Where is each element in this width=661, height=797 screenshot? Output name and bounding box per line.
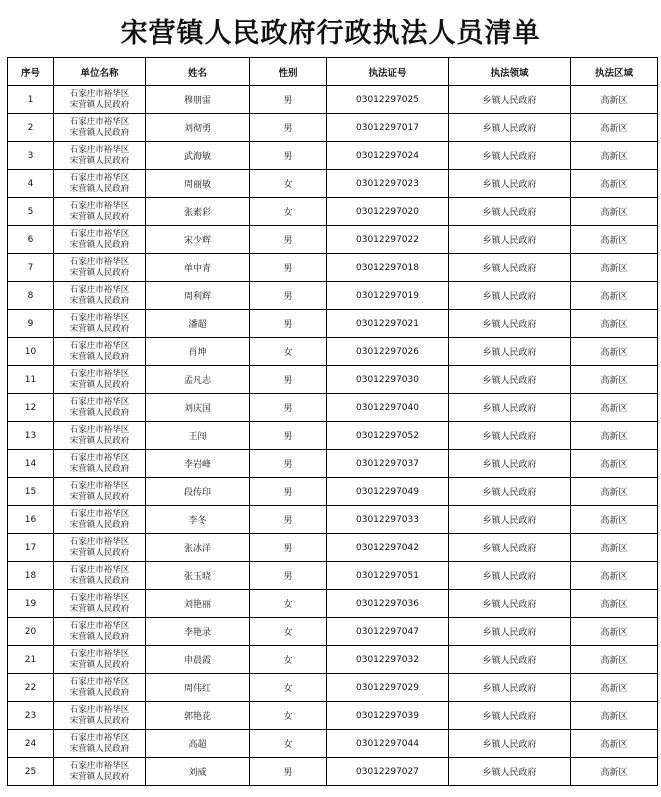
cell-gender: 男: [250, 310, 327, 338]
cell-gender: 男: [250, 86, 327, 114]
cell-cert-number: 03012297040: [327, 394, 449, 422]
cell-gender: 女: [250, 198, 327, 226]
cell-index: 15: [8, 478, 54, 506]
cell-gender: 女: [250, 702, 327, 730]
unit-line-district: 石家庄市裕华区: [69, 88, 130, 99]
cell-field: 乡镇人民政府: [449, 422, 571, 450]
table-row: [8, 730, 658, 758]
cell-unit: [54, 366, 146, 394]
table-row: [8, 142, 658, 170]
header-field: 执法领域: [449, 58, 571, 86]
cell-index: 20: [8, 618, 54, 646]
cell-name: 张玉晓: [146, 562, 250, 590]
cell-field: 乡镇人民政府: [449, 142, 571, 170]
cell-unit: [54, 394, 146, 422]
unit-line-town: 宋营镇人民政府: [69, 771, 130, 782]
table-row: [8, 366, 658, 394]
header-index: 序号: [8, 58, 54, 86]
cell-cert-number: 03012297051: [327, 562, 449, 590]
cell-area: 高新区: [571, 142, 658, 170]
cell-cert-number: 03012297049: [327, 478, 449, 506]
unit-line-town: 宋营镇人民政府: [69, 603, 130, 614]
cell-name: 刘庆国: [146, 394, 250, 422]
cell-area: 高新区: [571, 646, 658, 674]
cell-unit: [54, 758, 146, 786]
unit-line-district: 石家庄市裕华区: [69, 452, 130, 463]
cell-unit: [54, 422, 146, 450]
cell-unit: [54, 534, 146, 562]
cell-field: 乡镇人民政府: [449, 758, 571, 786]
cell-index: 13: [8, 422, 54, 450]
cell-cert-number: 03012297036: [327, 590, 449, 618]
unit-line-town: 宋营镇人民政府: [69, 491, 130, 502]
cell-field: 乡镇人民政府: [449, 562, 571, 590]
cell-name: 李艳录: [146, 618, 250, 646]
cell-cert-number: 03012297020: [327, 198, 449, 226]
table-row: [8, 114, 658, 142]
unit-line-town: 宋营镇人民政府: [69, 323, 130, 334]
cell-name: 高超: [146, 730, 250, 758]
cell-area: 高新区: [571, 226, 658, 254]
unit-line-district: 石家庄市裕华区: [69, 200, 130, 211]
table-row: [8, 590, 658, 618]
cell-cert-number: 03012297033: [327, 506, 449, 534]
cell-cert-number: 03012297052: [327, 422, 449, 450]
cell-cert-number: 03012297026: [327, 338, 449, 366]
unit-line-district: 石家庄市裕华区: [69, 760, 130, 771]
cell-gender: 男: [250, 282, 327, 310]
unit-line-town: 宋营镇人民政府: [69, 379, 130, 390]
cell-unit: [54, 702, 146, 730]
unit-line-district: 石家庄市裕华区: [69, 172, 130, 183]
cell-unit: [54, 226, 146, 254]
header-gender: 性别: [250, 58, 327, 86]
cell-gender: 男: [250, 562, 327, 590]
document-title: 宋营镇人民政府行政执法人员清单: [120, 18, 541, 49]
cell-field: 乡镇人民政府: [449, 702, 571, 730]
table-row: [8, 618, 658, 646]
unit-line-town: 宋营镇人民政府: [69, 351, 130, 362]
unit-line-district: 石家庄市裕华区: [69, 480, 130, 491]
cell-field: 乡镇人民政府: [449, 730, 571, 758]
unit-line-district: 石家庄市裕华区: [69, 312, 130, 323]
cell-unit: [54, 198, 146, 226]
table-row: [8, 310, 658, 338]
table-row: [8, 506, 658, 534]
cell-field: 乡镇人民政府: [449, 86, 571, 114]
cell-cert-number: 03012297025: [327, 86, 449, 114]
cell-name: 周丽敏: [146, 170, 250, 198]
cell-unit: [54, 646, 146, 674]
cell-unit: [54, 450, 146, 478]
cell-area: 高新区: [571, 394, 658, 422]
cell-area: 高新区: [571, 450, 658, 478]
cell-area: 高新区: [571, 758, 658, 786]
cell-gender: 男: [250, 534, 327, 562]
cell-cert-number: 03012297039: [327, 702, 449, 730]
cell-index: 25: [8, 758, 54, 786]
unit-line-district: 石家庄市裕华区: [69, 144, 130, 155]
cell-gender: 女: [250, 590, 327, 618]
cell-area: 高新区: [571, 338, 658, 366]
cell-unit: [54, 282, 146, 310]
cell-cert-number: 03012297042: [327, 534, 449, 562]
cell-name: 穆朋雷: [146, 86, 250, 114]
cell-unit: [54, 254, 146, 282]
unit-line-town: 宋营镇人民政府: [69, 631, 130, 642]
cell-gender: 女: [250, 618, 327, 646]
cell-cert-number: 03012297021: [327, 310, 449, 338]
cell-cert-number: 03012297027: [327, 758, 449, 786]
unit-line-town: 宋营镇人民政府: [69, 99, 130, 110]
cell-area: 高新区: [571, 590, 658, 618]
cell-name: 郭艳花: [146, 702, 250, 730]
cell-unit: [54, 562, 146, 590]
cell-gender: 男: [250, 114, 327, 142]
cell-index: 17: [8, 534, 54, 562]
cell-field: 乡镇人民政府: [449, 646, 571, 674]
cell-gender: 女: [250, 730, 327, 758]
table-row: [8, 86, 658, 114]
cell-gender: 男: [250, 394, 327, 422]
cell-field: 乡镇人民政府: [449, 478, 571, 506]
cell-field: 乡镇人民政府: [449, 226, 571, 254]
cell-area: 高新区: [571, 254, 658, 282]
unit-line-district: 石家庄市裕华区: [69, 340, 130, 351]
unit-line-district: 石家庄市裕华区: [69, 564, 130, 575]
cell-cert-number: 03012297044: [327, 730, 449, 758]
cell-name: 单中青: [146, 254, 250, 282]
cell-unit: [54, 86, 146, 114]
unit-line-town: 宋营镇人民政府: [69, 295, 130, 306]
personnel-table: [7, 57, 658, 786]
cell-name: 王闯: [146, 422, 250, 450]
unit-line-district: 石家庄市裕华区: [69, 368, 130, 379]
cell-gender: 男: [250, 254, 327, 282]
cell-cert-number: 03012297017: [327, 114, 449, 142]
cell-field: 乡镇人民政府: [449, 170, 571, 198]
cell-index: 1: [8, 86, 54, 114]
header-area: 执法区域: [571, 58, 658, 86]
unit-line-town: 宋营镇人民政府: [69, 463, 130, 474]
cell-cert-number: 03012297037: [327, 450, 449, 478]
cell-name: 肖坤: [146, 338, 250, 366]
cell-field: 乡镇人民政府: [449, 618, 571, 646]
cell-index: 21: [8, 646, 54, 674]
unit-line-town: 宋营镇人民政府: [69, 211, 130, 222]
unit-line-district: 石家庄市裕华区: [69, 648, 130, 659]
table-row: [8, 646, 658, 674]
table-row: [8, 702, 658, 730]
cell-index: 16: [8, 506, 54, 534]
unit-line-district: 石家庄市裕华区: [69, 732, 130, 743]
cell-field: 乡镇人民政府: [449, 198, 571, 226]
cell-unit: [54, 730, 146, 758]
cell-gender: 男: [250, 142, 327, 170]
cell-index: 11: [8, 366, 54, 394]
cell-name: 张素彩: [146, 198, 250, 226]
cell-unit: [54, 170, 146, 198]
cell-gender: 男: [250, 422, 327, 450]
cell-area: 高新区: [571, 702, 658, 730]
cell-index: 10: [8, 338, 54, 366]
cell-area: 高新区: [571, 282, 658, 310]
table-row: [8, 226, 658, 254]
cell-field: 乡镇人民政府: [449, 338, 571, 366]
unit-line-town: 宋营镇人民政府: [69, 435, 130, 446]
table-row: [8, 534, 658, 562]
cell-area: 高新区: [571, 674, 658, 702]
table-row: [8, 170, 658, 198]
cell-index: 19: [8, 590, 54, 618]
unit-line-district: 石家庄市裕华区: [69, 116, 130, 127]
unit-line-town: 宋营镇人民政府: [69, 183, 130, 194]
cell-unit: [54, 506, 146, 534]
table-row: [8, 478, 658, 506]
cell-gender: 女: [250, 646, 327, 674]
cell-unit: [54, 142, 146, 170]
cell-field: 乡镇人民政府: [449, 394, 571, 422]
unit-line-town: 宋营镇人民政府: [69, 659, 130, 670]
cell-index: 23: [8, 702, 54, 730]
cell-index: 18: [8, 562, 54, 590]
cell-name: 李岩峰: [146, 450, 250, 478]
cell-cert-number: 03012297032: [327, 646, 449, 674]
cell-name: 段传印: [146, 478, 250, 506]
cell-area: 高新区: [571, 366, 658, 394]
cell-cert-number: 03012297022: [327, 226, 449, 254]
cell-index: 14: [8, 450, 54, 478]
unit-line-town: 宋营镇人民政府: [69, 715, 130, 726]
table-row: [8, 450, 658, 478]
cell-gender: 男: [250, 506, 327, 534]
cell-cert-number: 03012297018: [327, 254, 449, 282]
cell-area: 高新区: [571, 534, 658, 562]
header-unit: 单位名称: [54, 58, 146, 86]
cell-name: 张冰洋: [146, 534, 250, 562]
cell-name: 李冬: [146, 506, 250, 534]
cell-unit: [54, 590, 146, 618]
cell-gender: 男: [250, 226, 327, 254]
cell-area: 高新区: [571, 170, 658, 198]
table-body: [8, 86, 658, 786]
cell-name: 宋少辉: [146, 226, 250, 254]
cell-cert-number: 03012297024: [327, 142, 449, 170]
cell-name: 潘超: [146, 310, 250, 338]
unit-line-district: 石家庄市裕华区: [69, 228, 130, 239]
table-row: [8, 422, 658, 450]
cell-unit: [54, 310, 146, 338]
unit-line-town: 宋营镇人民政府: [69, 575, 130, 586]
cell-index: 12: [8, 394, 54, 422]
cell-field: 乡镇人民政府: [449, 282, 571, 310]
header-name: 姓名: [146, 58, 250, 86]
cell-field: 乡镇人民政府: [449, 674, 571, 702]
unit-line-district: 石家庄市裕华区: [69, 620, 130, 631]
cell-cert-number: 03012297023: [327, 170, 449, 198]
unit-line-district: 石家庄市裕华区: [69, 396, 130, 407]
table-header-row: [8, 58, 658, 86]
unit-line-town: 宋营镇人民政府: [69, 687, 130, 698]
header-cert-number: 执法证号: [327, 58, 449, 86]
cell-index: 24: [8, 730, 54, 758]
cell-index: 22: [8, 674, 54, 702]
cell-gender: 男: [250, 758, 327, 786]
cell-name: 周利辉: [146, 282, 250, 310]
cell-name: 刘彻勇: [146, 114, 250, 142]
cell-index: 2: [8, 114, 54, 142]
cell-name: 周伟红: [146, 674, 250, 702]
table-row: [8, 674, 658, 702]
cell-area: 高新区: [571, 730, 658, 758]
unit-line-district: 石家庄市裕华区: [69, 704, 130, 715]
unit-line-town: 宋营镇人民政府: [69, 267, 130, 278]
cell-name: 刘艳丽: [146, 590, 250, 618]
cell-unit: [54, 618, 146, 646]
table-row: [8, 338, 658, 366]
cell-field: 乡镇人民政府: [449, 254, 571, 282]
table-row: [8, 562, 658, 590]
cell-gender: 男: [250, 450, 327, 478]
table-row: [8, 282, 658, 310]
cell-name: 孟凡志: [146, 366, 250, 394]
cell-field: 乡镇人民政府: [449, 590, 571, 618]
cell-cert-number: 03012297019: [327, 282, 449, 310]
cell-area: 高新区: [571, 562, 658, 590]
cell-gender: 女: [250, 674, 327, 702]
cell-field: 乡镇人民政府: [449, 366, 571, 394]
cell-area: 高新区: [571, 198, 658, 226]
cell-index: 9: [8, 310, 54, 338]
cell-cert-number: 03012297047: [327, 618, 449, 646]
cell-area: 高新区: [571, 618, 658, 646]
cell-index: 6: [8, 226, 54, 254]
cell-field: 乡镇人民政府: [449, 534, 571, 562]
cell-gender: 女: [250, 170, 327, 198]
cell-area: 高新区: [571, 478, 658, 506]
cell-name: 刘威: [146, 758, 250, 786]
unit-line-district: 石家庄市裕华区: [69, 424, 130, 435]
cell-index: 4: [8, 170, 54, 198]
cell-unit: [54, 338, 146, 366]
unit-line-district: 石家庄市裕华区: [69, 592, 130, 603]
table-row: [8, 254, 658, 282]
cell-cert-number: 03012297029: [327, 674, 449, 702]
cell-area: 高新区: [571, 114, 658, 142]
cell-name: 武海敏: [146, 142, 250, 170]
unit-line-district: 石家庄市裕华区: [69, 256, 130, 267]
cell-gender: 女: [250, 338, 327, 366]
cell-field: 乡镇人民政府: [449, 506, 571, 534]
cell-area: 高新区: [571, 422, 658, 450]
table-row: [8, 198, 658, 226]
unit-line-town: 宋营镇人民政府: [69, 547, 130, 558]
cell-index: 7: [8, 254, 54, 282]
unit-line-district: 石家庄市裕华区: [69, 676, 130, 687]
cell-area: 高新区: [571, 310, 658, 338]
unit-line-district: 石家庄市裕华区: [69, 284, 130, 295]
cell-unit: [54, 114, 146, 142]
cell-area: 高新区: [571, 86, 658, 114]
cell-gender: 男: [250, 478, 327, 506]
cell-index: 5: [8, 198, 54, 226]
unit-line-town: 宋营镇人民政府: [69, 127, 130, 138]
cell-field: 乡镇人民政府: [449, 310, 571, 338]
cell-area: 高新区: [571, 506, 658, 534]
cell-field: 乡镇人民政府: [449, 114, 571, 142]
unit-line-district: 石家庄市裕华区: [69, 536, 130, 547]
cell-gender: 男: [250, 366, 327, 394]
unit-line-town: 宋营镇人民政府: [69, 519, 130, 530]
cell-name: 申晨霞: [146, 646, 250, 674]
table-row: [8, 758, 658, 786]
cell-index: 3: [8, 142, 54, 170]
cell-unit: [54, 674, 146, 702]
cell-unit: [54, 478, 146, 506]
unit-line-town: 宋营镇人民政府: [69, 155, 130, 166]
unit-line-district: 石家庄市裕华区: [69, 508, 130, 519]
unit-line-town: 宋营镇人民政府: [69, 743, 130, 754]
unit-line-town: 宋营镇人民政府: [69, 239, 130, 250]
cell-index: 8: [8, 282, 54, 310]
cell-cert-number: 03012297030: [327, 366, 449, 394]
table-row: [8, 394, 658, 422]
cell-field: 乡镇人民政府: [449, 450, 571, 478]
unit-line-town: 宋营镇人民政府: [69, 407, 130, 418]
